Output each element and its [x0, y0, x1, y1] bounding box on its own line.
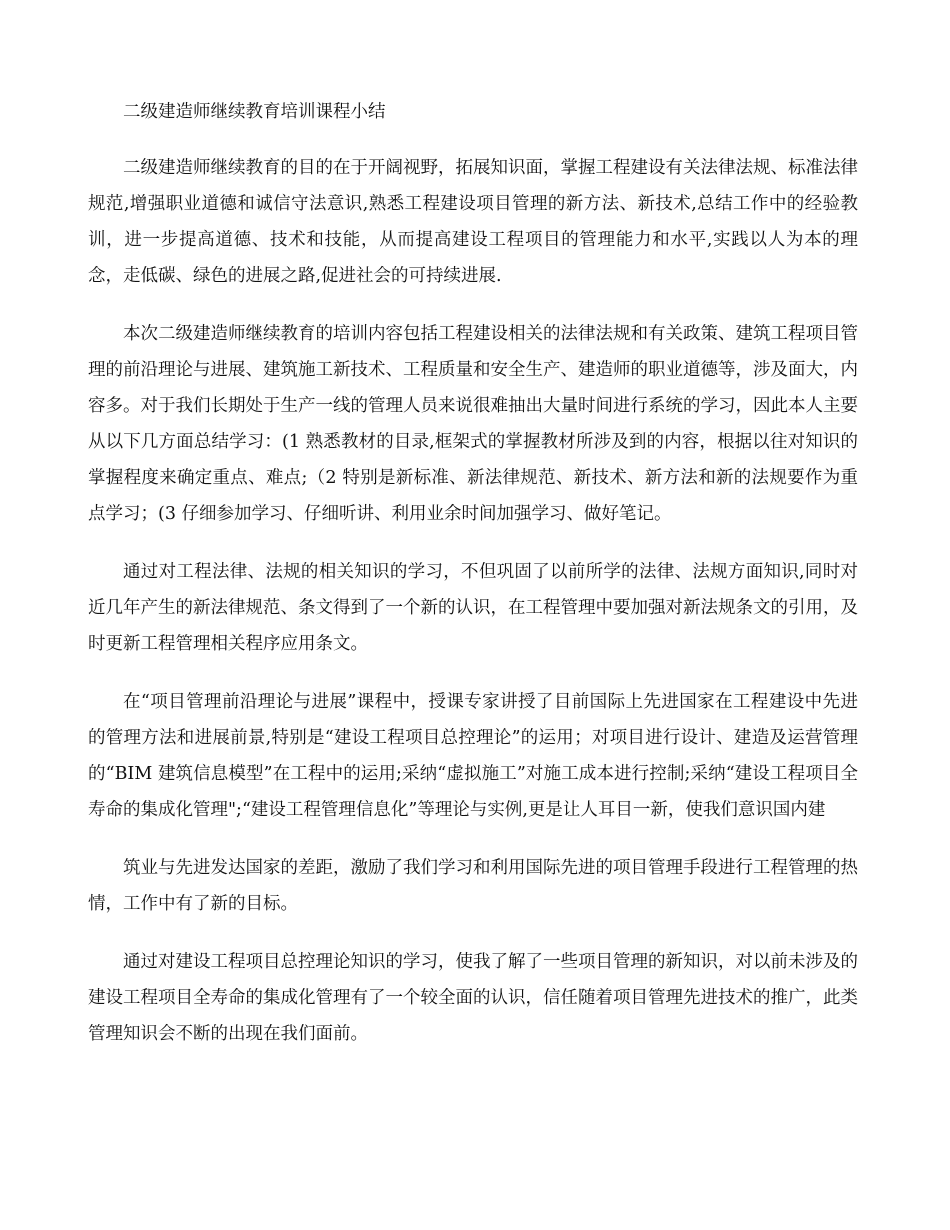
paragraph-training-content: 本次二级建造师继续教育的培训内容包括工程建设相关的法律法规和有关政策、建筑工程项目管理的前沿理论与进展、建筑施工新技术、工程质量和安全生产、建造师的职业道德等，涉及面大，内容多。对于我们长期处于生产一线的管理人员来说很难抽出大量时间进行系统的学习，因此本人主要从以下几方面总结学习：(1 熟悉教材的目录,框架式的掌握教材所涉及到的内容，根据以往对知识的掌握程度来确定重点、难点;（2 特别是新标准、新法律规范、新技术、新方法和新的法规要作为重点学习；(3 仔细参加学习、仔细听讲、利用业余时间加强学习、做好笔记。: [88, 324, 858, 524]
paragraph-industry-gap: 筑业与先进发达国家的差距，激励了我们学习和利用国际先进的项目管理手段进行工程管理的热情，工作中有了新的目标。: [88, 858, 858, 914]
paragraph-frontier-theory: 在“项目管理前沿理论与进展”课程中，授课专家讲授了目前国际上先进国家在工程建设中先进的管理方法和进展前景,特别是“建设工程项目总控理论”的运用；对项目进行设计、建造及运营管理的“BIM 建筑信息模型”在工程中的运用;采纳“虚拟施工”对施工成本进行控制;采纳“建设工程项目全寿命的集成化管理";“建设工程管理信息化”等理论与实例,更是让人耳目一新，使我们意识国内建: [88, 692, 858, 820]
paragraph-purpose: 二级建造师继续教育的目的在于开阔视野，拓展知识面，掌握工程建设有关法律法规、标准法律规范,增强职业道德和诚信守法意识,熟悉工程建设项目管理的新方法、新技术,总结工作中的经验教训，进一步提高道德、技术和技能，从而提高建设工程项目的管理能力和水平,实践以人为本的理念，走低碳、绿色的进展之路,促进社会的可持续进展.: [88, 158, 858, 286]
document-title: 二级建造师继续教育培训课程小结: [123, 102, 386, 122]
paragraph-law-study: 通过对工程法律、法规的相关知识的学习，不但巩固了以前所学的法律、法规方面知识,同时对近几年产生的新法律规范、条文得到了一个新的认识，在工程管理中要加强对新法规条文的引用，及时更新工程管理相关程序应用条文。: [88, 562, 858, 654]
document-body: [88, 94, 858, 1074]
paragraph-total-control: 通过对建设工程项目总控理论知识的学习，使我了解了一些项目管理的新知识，对以前未涉及的建设工程项目全寿命的集成化管理有了一个较全面的认识，信任随着项目管理先进技术的推广，此类管理知识会不断的出现在我们面前。: [88, 952, 858, 1044]
